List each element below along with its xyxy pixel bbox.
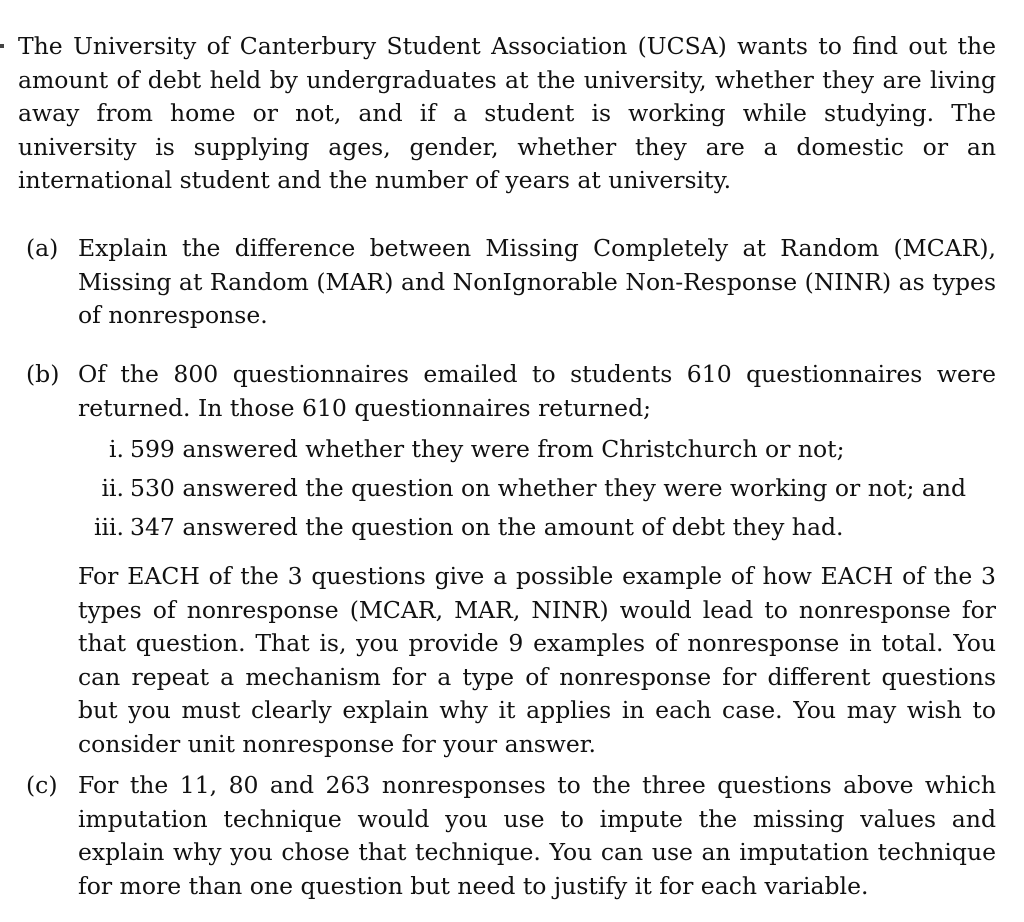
list-item-text: 347 answered the question on the amount of debt they had. — [130, 513, 844, 541]
list-item-number: iii. — [93, 513, 124, 541]
list-item-text: 530 answered the question on whether they were working or not; and — [130, 474, 967, 502]
part-c-label: (c) — [26, 771, 58, 799]
list-item-number: ii. — [101, 474, 124, 502]
part-b-body — [78, 358, 996, 761]
list-item — [78, 433, 996, 472]
part-a-label: (a) — [26, 234, 59, 262]
list-item-text: 599 answered whether they were from Christchurch or not; — [130, 435, 845, 463]
part-b-instructions: For EACH of the 3 questions give a possible example of how EACH of the 3 types of nonresponse (MCAR, MAR, NINR) would lead to nonresponse for that question. That is, you provide 9 examples of nonresponse in total. You can repeat a mechanism for a type of nonresponse for different questions but you must clearly explain why it applies in each case. You may wish to consider unit nonresponse for your answer. — [78, 562, 996, 758]
list-item — [78, 511, 996, 550]
part-a-text: Explain the difference between Missing Completely at Random (MCAR), Missing at Random (MAR) and NonIgnorable Non-Response (NINR) as types of nonresponse. — [78, 234, 996, 329]
part-b-label: (b) — [26, 360, 60, 388]
margin-mark — [0, 44, 4, 48]
part-b-sublist — [78, 433, 996, 550]
list-item — [78, 472, 996, 511]
part-b-lead: Of the 800 questionnaires emailed to students 610 questionnaires were returned. In those 610 questionnaires returned; — [78, 360, 996, 422]
list-item-number: i. — [109, 435, 124, 463]
intro-paragraph: The University of Canterbury Student Association (UCSA) wants to find out the amount of debt held by undergraduates at the university, whether they are living away from home or not, and if a student is working while studying. The university is supplying ages, gender, whether they are a domestic or an international student and the number of years at university. — [18, 32, 996, 194]
part-c-text: For the 11, 80 and 263 nonresponses to the three questions above which imputation technique would you use to impute the missing values and explain why you chose that technique. You can use an imputation technique for more than one question but need to justify it for each variable. — [78, 771, 996, 900]
